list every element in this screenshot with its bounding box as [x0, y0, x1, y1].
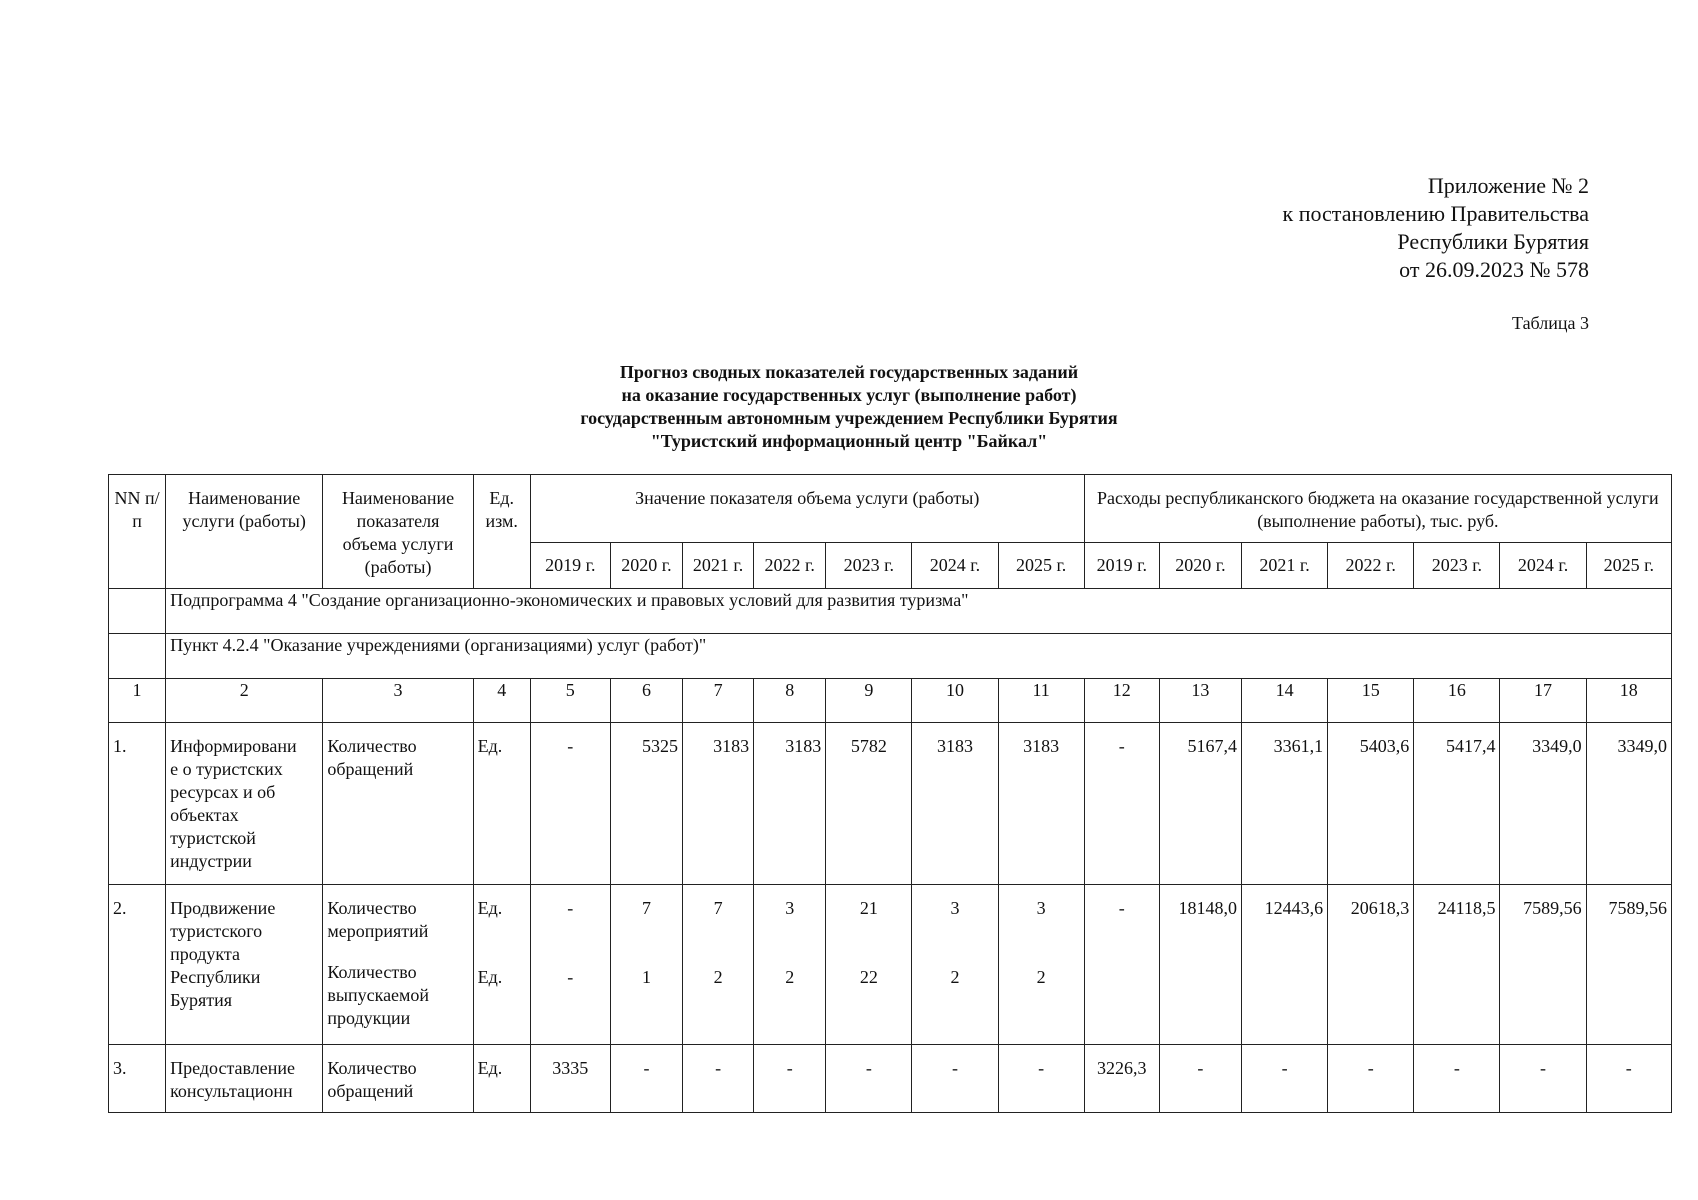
header-expense-year: 2019 г. [1084, 543, 1159, 589]
column-number: 16 [1414, 679, 1500, 723]
column-number: 14 [1241, 679, 1327, 723]
service-name-line: ресурсах и об [170, 782, 276, 802]
row-number: 1. [109, 723, 166, 885]
column-number: 3 [323, 679, 473, 723]
volume-cell [683, 885, 754, 1045]
volume-value: 3 [950, 898, 960, 918]
indicator-name-cell [323, 723, 473, 885]
volume-value: 2 [1036, 967, 1046, 987]
volume-cell [610, 885, 682, 1045]
unit-line: Ед. [477, 898, 503, 918]
appendix-line: Приложение № 2 [1427, 173, 1589, 198]
table-row [109, 1045, 1672, 1113]
item-row [109, 634, 1672, 679]
volume-value: 5325 [610, 723, 682, 885]
header-volume-year: 2022 г. [754, 543, 826, 589]
service-name-cell [166, 1045, 323, 1113]
indicator-name-line: выпускаемой [327, 985, 430, 1005]
expense-value: 18148,0 [1159, 885, 1241, 1045]
header-service-name: Наименование услуги (работы) [166, 475, 323, 589]
header-volume-year: 2019 г. [530, 543, 610, 589]
indicator-name-cell [323, 1045, 473, 1113]
service-name-line: туристского [170, 921, 263, 941]
volume-value: 5782 [826, 723, 912, 885]
service-name-line: Бурятия [170, 990, 233, 1010]
expense-value: 24118,5 [1414, 885, 1500, 1045]
expense-value: - [1084, 885, 1159, 1045]
forecast-table [108, 474, 1672, 1113]
header-nn: NN п/п [109, 475, 166, 589]
subprogram-title: Подпрограмма 4 "Создание организационно-экономических и правовых условий для развития туризма" [166, 589, 1672, 634]
service-name-line: Предоставление [170, 1058, 296, 1078]
volume-value: 3 [785, 898, 795, 918]
header-expense-year: 2021 г. [1241, 543, 1327, 589]
expense-value: 3361,1 [1241, 723, 1327, 885]
volume-value: 3183 [683, 723, 754, 885]
indicator-name-line: Количество [327, 736, 417, 756]
unit-cell: Ед. [473, 1045, 530, 1113]
title-line: государственным автономным учреждением Республики Бурятия [580, 408, 1118, 428]
volume-value: - [610, 1045, 682, 1113]
service-name-line: Продвижение [170, 898, 276, 918]
title-line: Прогноз сводных показателей государственных заданий [619, 362, 1079, 382]
volume-value: - [567, 898, 574, 918]
column-number: 6 [610, 679, 682, 723]
header-expense-year: 2023 г. [1414, 543, 1500, 589]
header-volume-year: 2021 г. [683, 543, 754, 589]
service-name-line: объектах [170, 805, 239, 825]
volume-cell [754, 885, 826, 1045]
service-name-line: туристской [170, 828, 256, 848]
row-number: 2. [109, 885, 166, 1045]
volume-value: 3335 [530, 1045, 610, 1113]
empty-cell [109, 634, 166, 679]
volume-value: 2 [950, 967, 960, 987]
volume-value: 3183 [912, 723, 998, 885]
expense-value: 12443,6 [1241, 885, 1327, 1045]
volume-value: 2 [785, 967, 795, 987]
indicator-name-line: обращений [327, 1081, 414, 1101]
empty-cell [109, 589, 166, 634]
column-number: 11 [998, 679, 1084, 723]
expense-value: - [1586, 1045, 1671, 1113]
service-name-line: консультационн [170, 1081, 293, 1101]
item-title: Пункт 4.2.4 "Оказание учреждениями (организациями) услуг (работ)" [166, 634, 1672, 679]
service-name-cell [166, 723, 323, 885]
volume-value: 22 [859, 967, 878, 987]
row-number: 3. [109, 1045, 166, 1113]
expense-value: - [1500, 1045, 1586, 1113]
header-unit: Ед. изм. [473, 475, 530, 589]
title-line: на оказание государственных услуг (выполнение работ) [621, 385, 1077, 405]
indicator-name-line: мероприятий [327, 921, 429, 941]
indicator-name-line: Количество [327, 898, 417, 918]
volume-value: - [530, 723, 610, 885]
column-number: 9 [826, 679, 912, 723]
column-number: 2 [166, 679, 323, 723]
header-volume-group: Значение показателя объема услуги (работы) [530, 475, 1084, 543]
volume-value: - [912, 1045, 998, 1113]
appendix-line: к постановлению Правительства [1282, 201, 1589, 226]
indicator-name-line: Количество [327, 1058, 417, 1078]
expense-value: 7589,56 [1500, 885, 1586, 1045]
header-expense-year: 2022 г. [1328, 543, 1414, 589]
service-name-line: продукта [170, 944, 240, 964]
column-number: 15 [1328, 679, 1414, 723]
header-volume-year: 2025 г. [998, 543, 1084, 589]
volume-value: 21 [859, 898, 878, 918]
volume-cell [826, 885, 912, 1045]
column-number-row [109, 679, 1672, 723]
volume-value: 3183 [754, 723, 826, 885]
header-expense-group: Расходы республиканского бюджета на оказание государственной услуги (выполнение работы), тыс. руб. [1084, 475, 1671, 543]
service-name-cell [166, 885, 323, 1045]
volume-cell [998, 885, 1084, 1045]
volume-value: 2 [713, 967, 723, 987]
unit-cell: Ед. [473, 723, 530, 885]
expense-value: 3226,3 [1084, 1045, 1159, 1113]
column-number: 12 [1084, 679, 1159, 723]
column-number: 7 [683, 679, 754, 723]
table-row [109, 723, 1672, 885]
volume-cell [530, 885, 610, 1045]
header-volume-year: 2020 г. [610, 543, 682, 589]
expense-value: 7589,56 [1586, 885, 1671, 1045]
column-number: 4 [473, 679, 530, 723]
indicator-name-cell [323, 885, 473, 1045]
column-number: 13 [1159, 679, 1241, 723]
volume-value: 1 [641, 967, 651, 987]
header-expense-year: 2020 г. [1159, 543, 1241, 589]
service-name-line: индустрии [170, 851, 252, 871]
service-name-line: Информировани [170, 736, 297, 756]
appendix-line: от 26.09.2023 № 578 [1399, 257, 1589, 282]
title-line: "Туристский информационный центр "Байкал" [650, 431, 1048, 451]
appendix-block [1283, 172, 1589, 284]
expense-value: 3349,0 [1500, 723, 1586, 885]
volume-value: 3 [1036, 898, 1046, 918]
column-number: 18 [1586, 679, 1671, 723]
header-expense-year: 2024 г. [1500, 543, 1586, 589]
header-volume-year: 2023 г. [826, 543, 912, 589]
service-name-line: Республики [170, 967, 261, 987]
indicator-name-line: обращений [327, 759, 414, 779]
column-number: 5 [530, 679, 610, 723]
expense-value: 20618,3 [1328, 885, 1414, 1045]
column-number: 8 [754, 679, 826, 723]
table-row [109, 885, 1672, 1045]
expense-value: - [1414, 1045, 1500, 1113]
expense-value: - [1328, 1045, 1414, 1113]
expense-value: - [1084, 723, 1159, 885]
appendix-line: Республики Бурятия [1397, 229, 1589, 254]
indicator-name-line: продукции [327, 1008, 411, 1028]
subprogram-row [109, 589, 1672, 634]
column-number: 1 [109, 679, 166, 723]
service-name-line: е о туристских [170, 759, 283, 779]
expense-value: 3349,0 [1586, 723, 1671, 885]
volume-cell [912, 885, 998, 1045]
volume-value: 7 [713, 898, 723, 918]
indicator-name-line: Количество [327, 962, 417, 982]
header-indicator-name: Наименование показателя объема услуги (работы) [323, 475, 473, 589]
table-number: Таблица 3 [1512, 313, 1589, 333]
expense-value: 5403,6 [1328, 723, 1414, 885]
volume-value: - [683, 1045, 754, 1113]
column-number: 17 [1500, 679, 1586, 723]
expense-value: 5417,4 [1414, 723, 1500, 885]
expense-value: - [1159, 1045, 1241, 1113]
expense-value: - [1241, 1045, 1327, 1113]
volume-value: - [826, 1045, 912, 1113]
volume-value: 3183 [998, 723, 1084, 885]
volume-value: - [567, 967, 574, 987]
header-expense-year: 2025 г. [1586, 543, 1671, 589]
unit-line: Ед. [477, 967, 503, 987]
expense-value: 5167,4 [1159, 723, 1241, 885]
unit-cell [473, 885, 530, 1045]
document-title [0, 361, 1698, 453]
volume-value: - [754, 1045, 826, 1113]
column-number: 10 [912, 679, 998, 723]
header-volume-year: 2024 г. [912, 543, 998, 589]
volume-value: 7 [641, 898, 651, 918]
volume-value: - [998, 1045, 1084, 1113]
